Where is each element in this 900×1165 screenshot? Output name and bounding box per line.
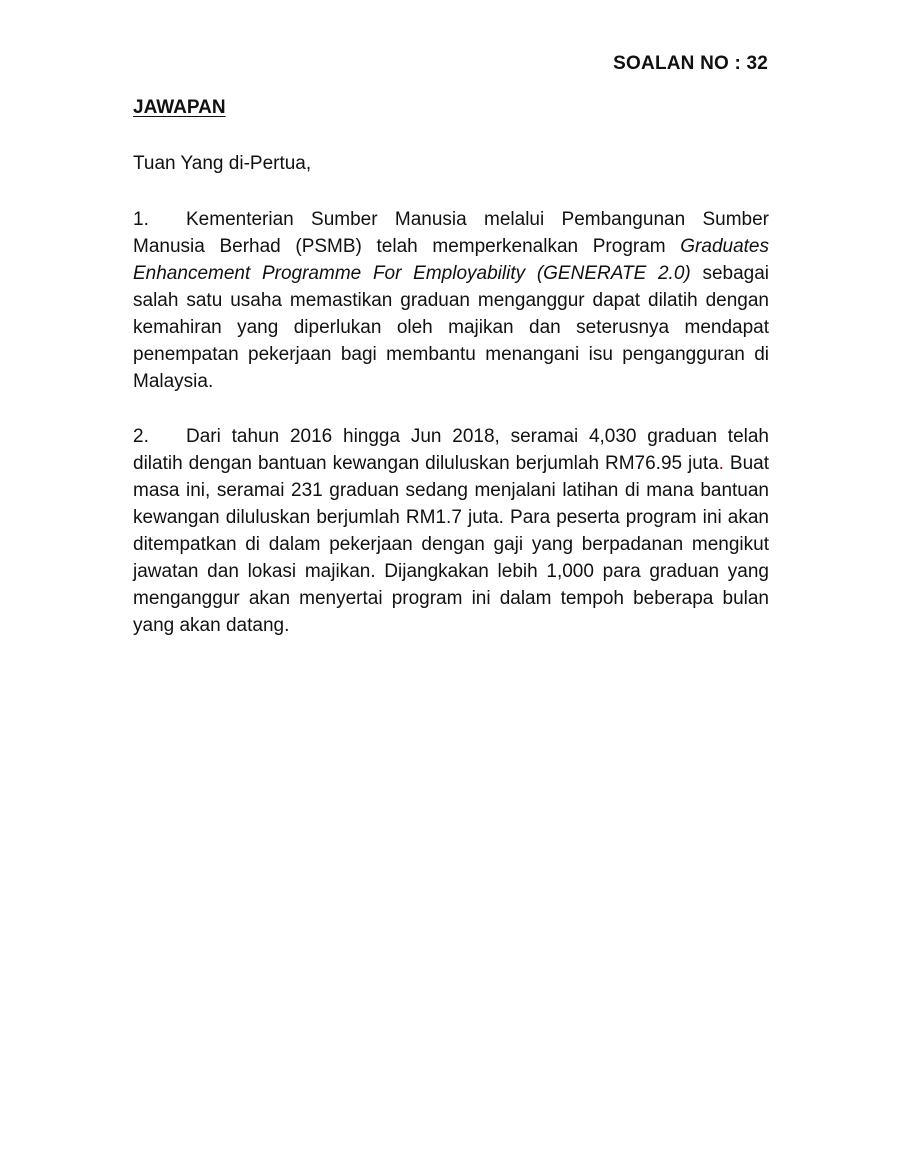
salutation: Tuan Yang di-Pertua, [133,153,312,174]
program-name: Graduates Enhancement Programme For Employability (GENERATE 2.0) [133,236,769,284]
paragraph-1 [133,206,769,395]
section-heading: JAWAPAN [133,97,226,118]
paragraph-number: 1. [133,209,149,230]
question-number: SOALAN NO : 32 [613,53,768,74]
paragraph-text: sebagai salah satu usaha memastikan graduan menganggur dapat dilatih dengan kemahiran yang diperlukan oleh majikan dan seterusnya mendapat penempatan pekerjaan bagi membantu menangani isu pengangguran di Malaysia. [133,263,769,392]
paragraph-number: 2. [133,426,149,447]
paragraph-text: Buat masa ini, seramai 231 graduan sedang menjalani latihan di mana bantuan kewangan diluluskan berjumlah RM1.7 juta. Para peserta program ini akan ditempatkan di dalam pekerjaan dengan gaji yang berpadanan mengikut jawatan dan lokasi majikan. Dijangkakan lebih 1,000 para graduan yang menganggur akan menyertai program ini dalam tempoh beberapa bulan yang akan datang. [133,453,769,636]
paragraph-text: Dari tahun 2016 hingga Jun 2018, seramai 4,030 graduan telah dilatih dengan bantuan kewangan diluluskan berjumlah RM76.95 juta [133,426,769,474]
paragraph-2 [133,423,769,639]
highlighted-period: . [718,453,724,474]
paragraph-text: Kementerian Sumber Manusia melalui Pembangunan Sumber Manusia Berhad (PSMB) telah memperkenalkan Program [133,209,769,257]
